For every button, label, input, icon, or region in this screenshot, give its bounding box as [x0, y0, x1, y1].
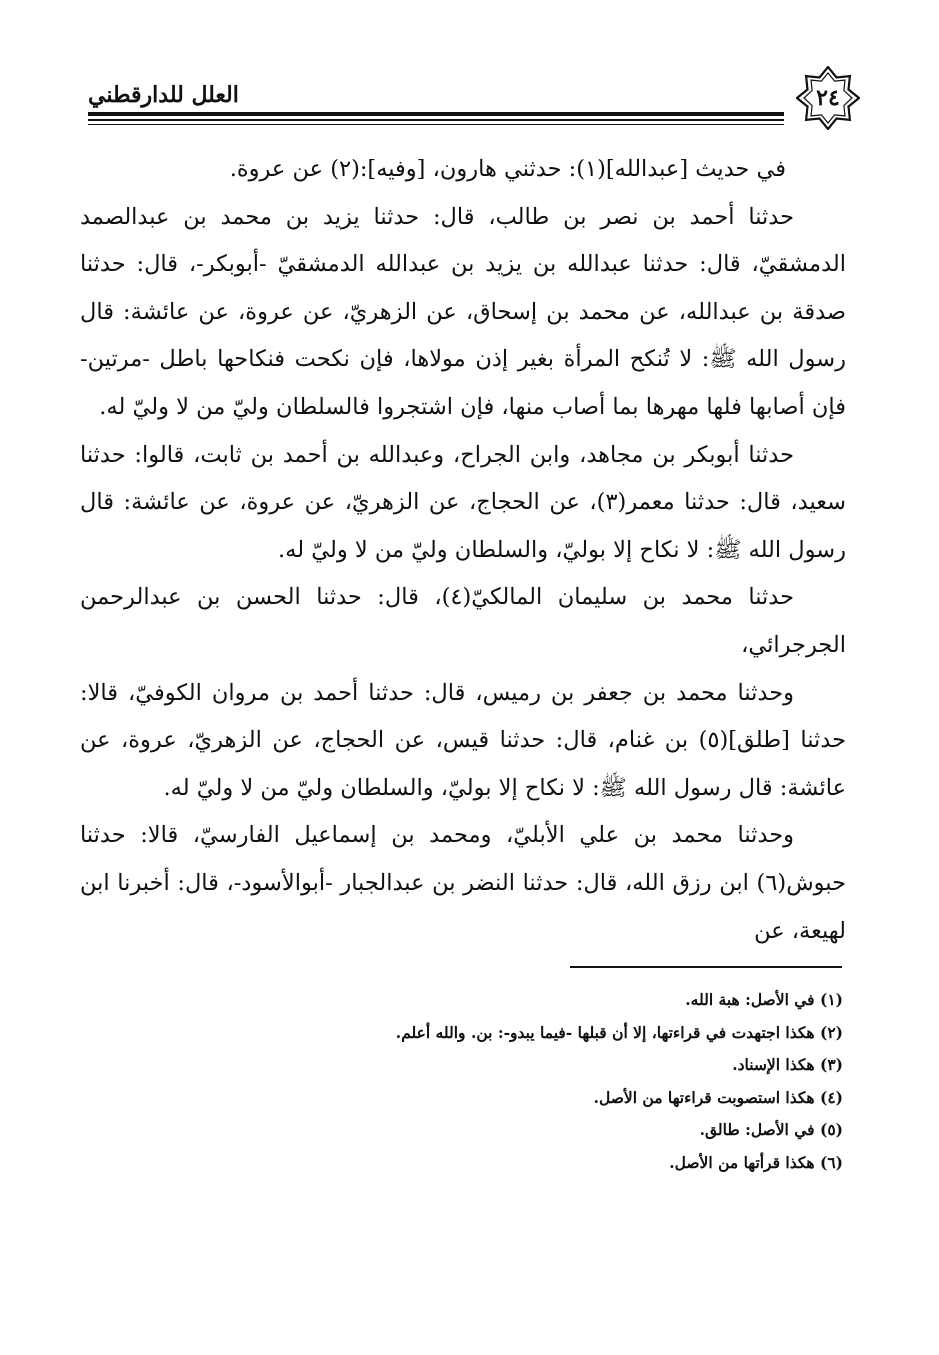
- footnotes: [223, 984, 843, 1180]
- footnote-separator: [570, 966, 842, 968]
- page-number-ornament: [796, 66, 860, 130]
- page-number: ٢٤: [816, 85, 840, 111]
- header-rule-thick: [88, 112, 784, 116]
- paragraph-6: وحدثنا محمد بن علي الأبليّ، ومحمد بن إسماعيل الفارسيّ، قالا: حدثنا حبوش(٦) ابن رزق الله، قال: حدثنا النضر بن عبدالجبار -أبوالأسود-، قال: أخبرنا ابن لهيعة، عن: [80, 822, 846, 944]
- paragraph-4: حدثنا محمد بن سليمان المالكيّ(٤)، قال: حدثنا الحسن بن عبدالرحمن الجرجرائي،: [80, 584, 846, 658]
- footnote-4: (٤) هكذا استصوبت قراءتها من الأصل.: [593, 1087, 843, 1107]
- header-rule-medium: [88, 119, 784, 121]
- page-header: [88, 66, 860, 130]
- paragraph-5: وحدثنا محمد بن جعفر بن رميس، قال: حدثنا أحمد بن مروان الكوفيّ، قالا: حدثنا [طلق](٥) بن غنام، قال: حدثنا قيس، عن الحجاج، عن الزهريّ، عروة، عن عائشة: قال رسول الله ﷺ: لا نكاح إلا بوليّ، والسلطان وليّ من لا وليّ له.: [80, 679, 846, 801]
- header-rule-thin: [88, 124, 784, 125]
- running-title: العلل للدارقطني: [88, 82, 239, 108]
- footnote-3: (٣) هكذا الإسناد.: [732, 1055, 843, 1075]
- footnote-2: (٢) هكذا اجتهدت في قراءتها، إلا أن قبلها -فيما يبدو-: بن. والله أعلم.: [395, 1022, 843, 1042]
- main-text: [80, 146, 846, 955]
- footnote-5: (٥) في الأصل: طالق.: [699, 1120, 843, 1140]
- footnote-1: (١) في الأصل: هبة الله.: [685, 990, 843, 1009]
- footnote-6: (٦) هكذا قرأتها من الأصل.: [669, 1152, 843, 1172]
- paragraph-1: في حديث [عبدالله](١): حدثني هارون، [وفيه]:(٢) عن عروة.: [229, 156, 786, 182]
- paragraph-2: حدثنا أحمد بن نصر بن طالب، قال: حدثنا يزيد بن محمد بن عبدالصمد الدمشقيّ، قال: حدثنا عبدالله بن يزيد بن عبدالله الدمشقيّ -أبوبكر-، قال: حدثنا صدقة بن عبدالله، عن محمد بن إسحاق، عن الزهريّ، عن عروة، عن عائشة: قال رسول الله ﷺ: لا تُنكح المرأة بغير إذن مولاها، فإن نكحت فنكاحها باطل -مرتين- فإن أصابها فلها مهرها بما أصاب منها، فإن اشتجروا فالسلطان وليّ من لا وليّ له.: [80, 203, 846, 420]
- paragraph-3: حدثنا أبوبكر بن مجاهد، وابن الجراح، وعبدالله بن أحمد بن ثابت، قالوا: حدثنا سعيد، قال: حدثنا معمر(٣)، عن الحجاج، عن الزهريّ، عن عروة، عن عائشة: قال رسول الله ﷺ: لا نكاح إلا بوليّ، والسلطان وليّ من لا وليّ له.: [80, 441, 846, 563]
